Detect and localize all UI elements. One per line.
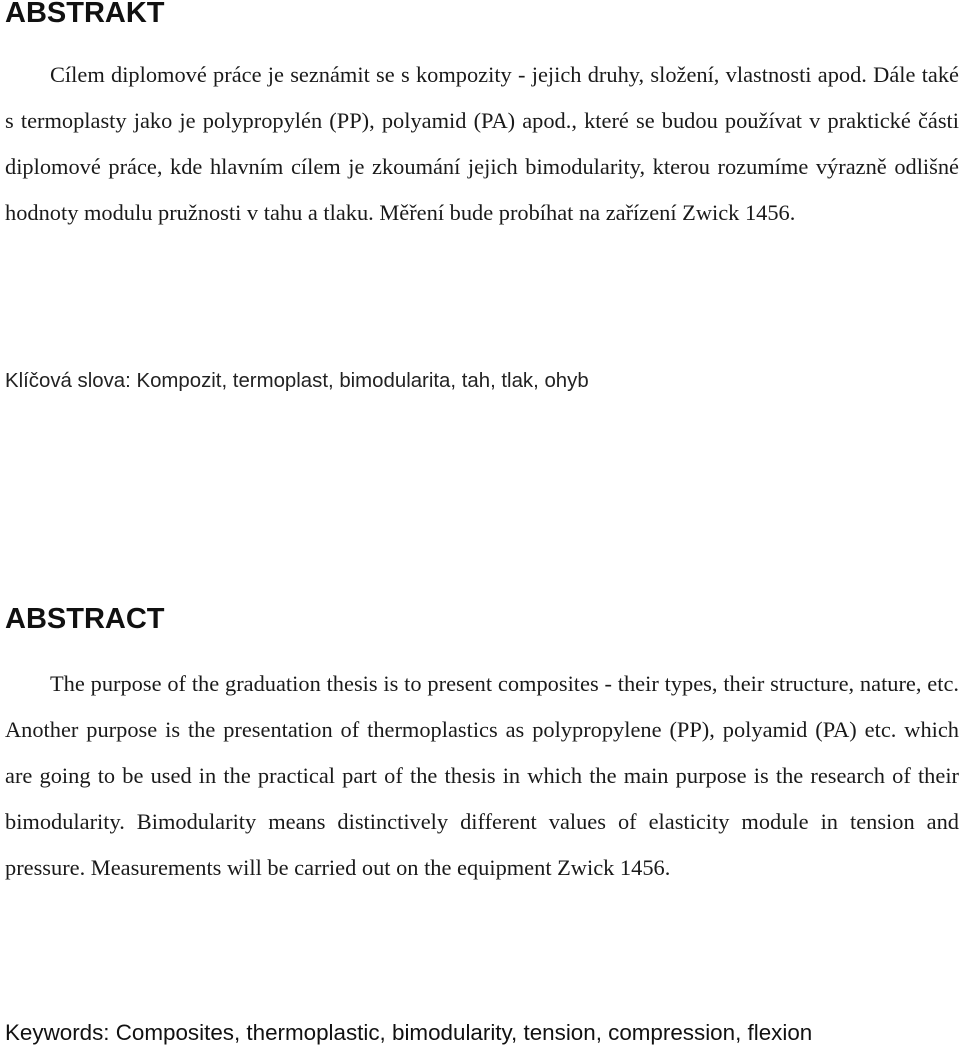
abstract-en-paragraph: The purpose of the graduation thesis is to present composites - their types, their structure, nature, etc. Another purpose is the presentation of thermoplastics as polypropylene (PP), polyamid (PA) etc. which are going to be used in the practical part of the thesis in which the main purpose is the research of their bimodularity. Bimodularity means distinctively different values of elasticity module in tension and pressure. Measurements will be carried out on the equipment Zwick 1456.	[5, 671, 959, 880]
abstract-cz-paragraph: Cílem diplomové práce je seznámit se s kompozity - jejich druhy, složení, vlastnosti apod. Dále také s termoplasty jako je polypropylén (PP), polyamid (PA) apod., které se budou používat v praktické části diplomové práce, kde hlavním cílem je zkoumání jejich bimodularity, kterou rozumíme výrazně odlišné hodnoty modulu pružnosti v tahu a tlaku. Měření bude probíhat na zařízení Zwick 1456.	[5, 62, 959, 225]
abstract-en-keywords: Keywords: Composites, thermoplastic, bimodularity, tension, compression, flexion	[5, 1020, 813, 1045]
abstract-en-heading: ABSTRACT	[5, 603, 165, 635]
abstract-cz-keywords: Klíčová slova: Kompozit, termoplast, bimodularita, tah, tlak, ohyb	[5, 370, 589, 392]
abstract-cz-heading: ABSTRAKT	[5, 0, 165, 29]
